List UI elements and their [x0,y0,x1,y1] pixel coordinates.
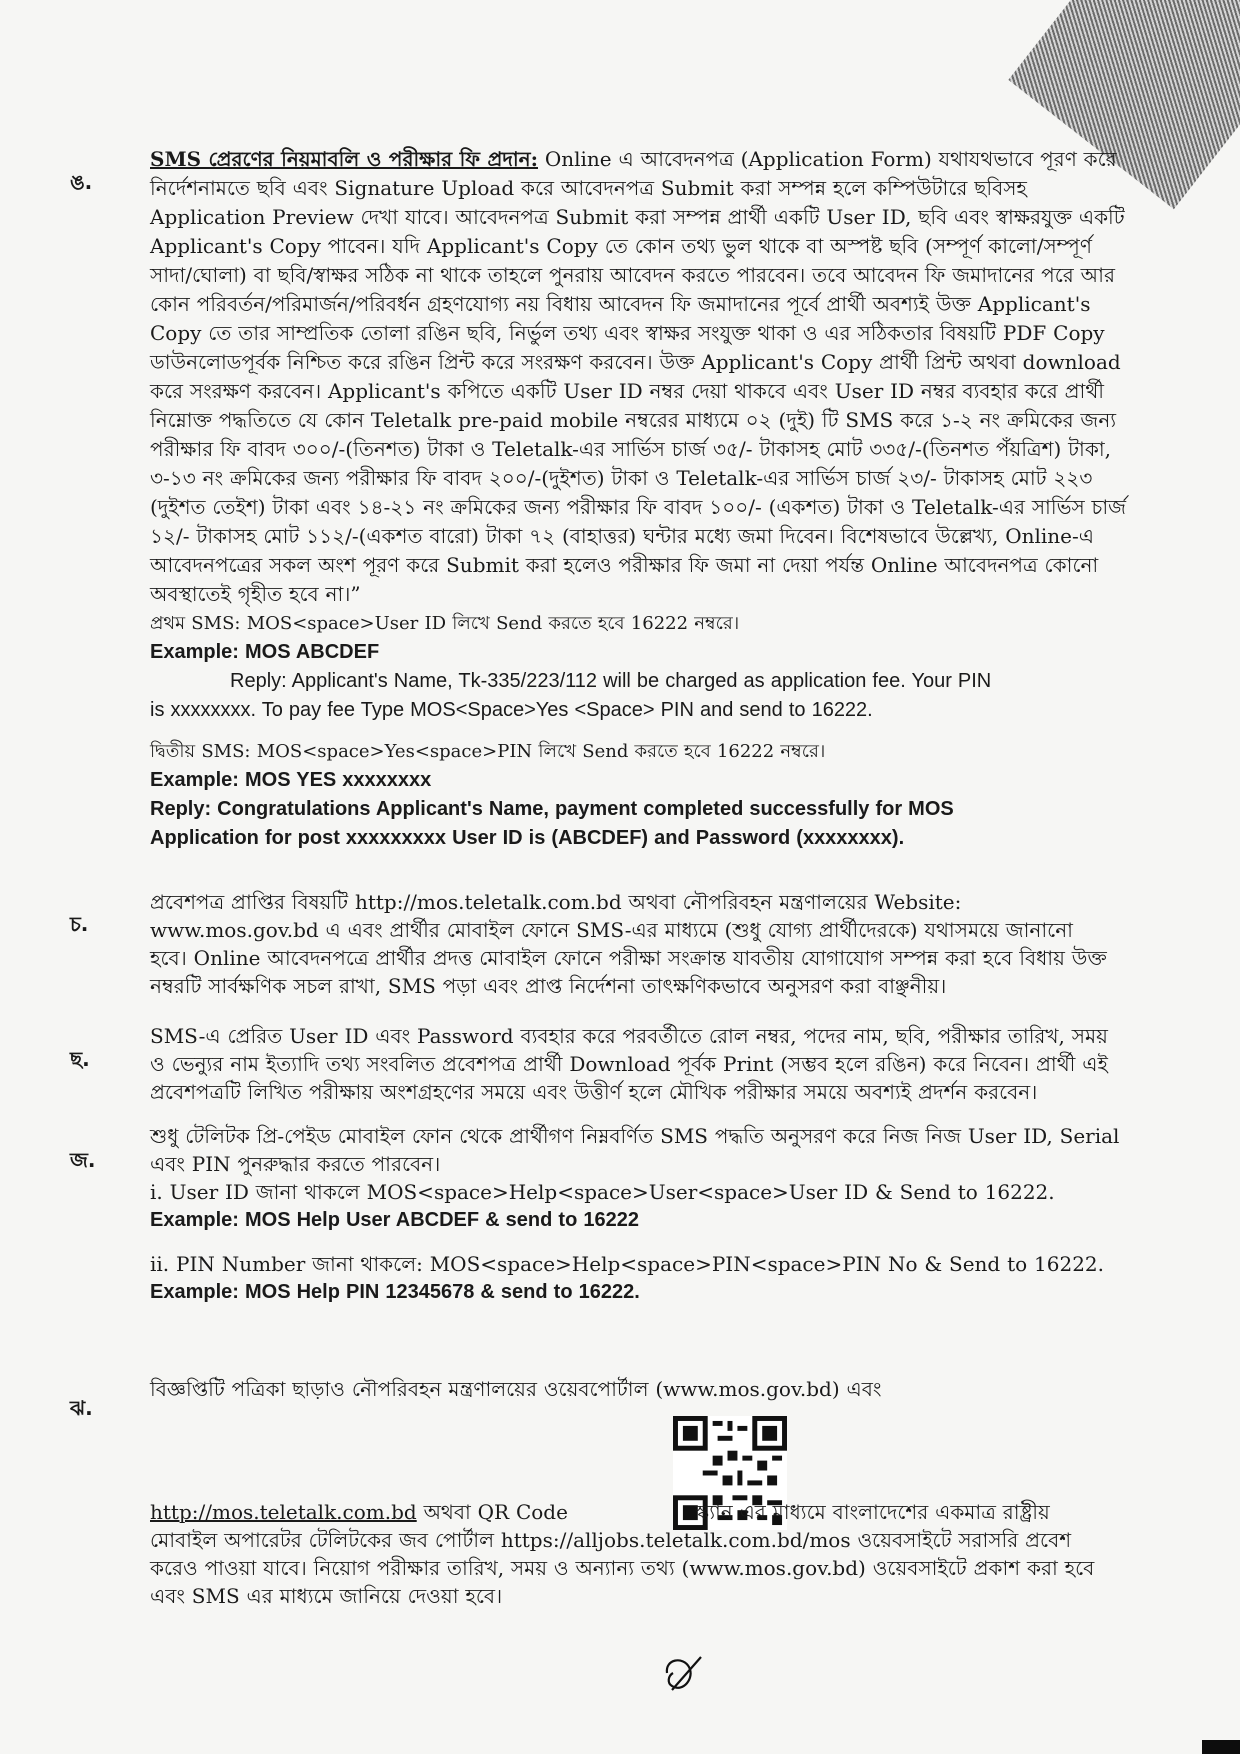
section-paragraph-line-4: সাদা/ঘোলা) বা ছবি/স্বাক্ষর সঠিক না থাকে তাহলে পুনরায় আবেদন করতে পারবেন। তবে আবেদন ফি জমাদানের পরে আর [150,263,1115,287]
section-paragraph-line-13: ১২/- টাকাসহ মোট ১১২/-(একশত বারো) টাকা ৭২ (বাহাত্তর) ঘন্টার মধ্যে জমা দিবেন। বিশেষভাবে উল্লেখ্য, Online-এ [150,524,1094,548]
section-heading-sms-fee: SMS প্রেরণের নিয়মাবলি ও পরীক্ষার ফি প্রদান: [150,147,538,171]
spacer [150,1234,1160,1250]
section-marker-nga: ঙ. [70,170,93,194]
admit-info-line-2: হবে। Online আবেদনপত্রে প্রার্থীর প্রদত্ত মোবাইল ফোনে পরীক্ষা সংক্রান্ত যাবতীয় যোগাযোগ সম্পন্ন করা হবে বিধায় উক্ত [150,946,1107,970]
section-paragraph-line-12: (দুইশত তেইশ) টাকা এবং ১৪-২১ নং ক্রমিকের জন্য পরীক্ষার ফি বাবদ ১০০/- (একশত) টাকা ও Teletalk-এর সার্ভিস চার্জ [150,495,1127,519]
section-download-admit-card [150,1022,1160,1106]
admit-info-line-1: www.mos.gov.bd এ এবং প্রার্থীর মোবাইল ফোনে SMS-এর মাধ্যমে (শুধু যোগ্য প্রার্থীদেরকে) যথাসময়ে জানানো [150,918,1073,942]
page-number-mark [655,1641,715,1699]
download-line-0: SMS-এ প্রেরিত User ID এবং Password ব্যবহার করে পরবর্তীতে রোল নম্বর, পদের নাম, ছবি, পরীক্ষার তারিখ, সময় [150,1024,1108,1048]
portal-line-4: করেও পাওয়া যাবে। নিয়োগ পরীক্ষার তারিখ, সময় ও অন্যান্য তথ্য (www.mos.gov.bd) ওয়েবসাইটে প্রকাশ করা হবে [150,1556,1095,1580]
admit-info-line-3: নম্বরটি সার্বক্ষণিক সচল রাখা, SMS পড়া এবং প্রাপ্ত নির্দেশনা তাৎক্ষণিকভাবে অনুসরণ করা বাঞ্ছনীয়। [150,974,947,998]
recovery-item-1-line: i. User ID জানা থাকলে MOS<space>Help<space>User<space>User ID & Send to 16222. [150,1180,1055,1204]
section-marker-jha: ঝ. [70,1396,93,1420]
section-marker-chha: ছ. [70,1047,90,1071]
sms2-reply-line-0: Reply: Congratulations Applicant's Name, payment completed successfully for MOS [150,798,954,820]
sms2-intro: দ্বিতীয় SMS: MOS<space>Yes<space>PIN লিখে Send করতে হবে 16222 নম্বরে। [150,741,826,762]
section-sms-fee [150,145,1160,853]
sms2-example: Example: MOS YES xxxxxxxx [150,769,432,791]
section-paragraph-line-2: Application Preview দেখা যাবে। আবেদনপত্র Submit করা সম্পন্ন প্রার্থী একটি User ID, ছবি এবং স্বাক্ষরযুক্ত একটি [150,205,1125,229]
recovery-item-2-example: Example: MOS Help PIN 12345678 & send to 16222. [150,1281,640,1303]
sms1-example: Example: MOS ABCDEF [150,641,380,663]
section-paragraph-line-11: ৩-১৩ নং ক্রমিকের জন্য পরীক্ষার ফি বাবদ ২০০/-(দুইশত) টাকা ও Teletalk-এর সার্ভিস চার্জ ২৩/- টাকাসহ মোট ২২৩ [150,466,1093,490]
section-paragraph-line-1: নির্দেশনামতে ছবি এবং Signature Upload করে আবেদনপত্র Submit করা সম্পন্ন হলে কম্পিউটারে ছবিসহ [150,176,1027,200]
section-paragraph-line-8: করে সংরক্ষণ করবেন। Applicant's কপিতে একটি User ID নম্বর দেয়া থাকবে এবং User ID নম্বর ব্যবহার করে প্রার্থী [150,379,1104,403]
recovery-item-1-example: Example: MOS Help User ABCDEF & send to 16222 [150,1209,639,1231]
section-paragraph-line-14: আবেদনপত্রের সকল অংশ পূরণ করে Submit করা হলেও পরীক্ষার ফি জমা না দেয়া পর্যন্ত Online আবেদনপত্র কোনো [150,553,1099,577]
recovery-line-0: শুধু টেলিটক প্রি-পেইড মোবাইল ফোন থেকে প্রার্থীগণ নিম্নবর্ণিত SMS পদ্ধতি অনুসরণ করে নিজ নিজ User ID, Serial [150,1124,1120,1148]
section-paragraph-line-15: অবস্থাতেই গৃহীত হবে না।” [150,582,361,606]
scan-text: স্ক্যান এর মাধ্যমে বাংলাদেশের একমাত্র রাষ্ট্রীয় [687,1500,1050,1524]
portal-line-3: মোবাইল অপারেটর টেলিটকের জব পোর্টাল https://alljobs.teletalk.com.bd/mos ওয়েবসাইটে সরাসরি প্রবেশ [150,1528,1072,1552]
section-marker-cha: চ. [70,912,89,936]
section-web-portal-info-continued [150,1498,1160,1610]
sms1-reply-line-1: is xxxxxxxx. To pay fee Type MOS<Space>Yes <Space> PIN and send to 16222. [150,699,873,721]
section-paragraph-line-6: Copy তে তার সাম্প্রতিক তোলা রঙিন ছবি, নির্ভুল তথ্য এবং স্বাক্ষর সংযুক্ত থাকা ও এর সঠিকতার বিষয়টি PDF Copy [150,321,1105,345]
section-paragraph-line-9: নিম্নোক্ত পদ্ধতিতে যে কোন Teletalk pre-paid mobile নম্বরের মাধ্যমে ০২ (দুই) টি SMS করে ১-২ নং ক্রমিকের জন্য [150,408,1117,432]
admit-info-line-0: প্রবেশপত্র প্রাপ্তির বিষয়টি http://mos.teletalk.com.bd অথবা নৌপরিবহন মন্ত্রণালয়ের Website: [150,890,962,914]
section-paragraph-line-5: কোন পরিবর্তন/পরিমার্জন/পরিবর্ধন গ্রহণযোগ্য নয় বিধায় আবেদন ফি জমাদানের পূর্বে প্রার্থী অবশ্যই উক্ত Applicant's [150,292,1091,316]
sms1-intro: প্রথম SMS: MOS<space>User ID লিখে Send করতে হবে 16222 নম্বরে। [150,613,740,634]
sms2-reply-line-1: Application for post xxxxxxxxx User ID is (ABCDEF) and Password (xxxxxxxx). [150,827,905,849]
sms1-reply-line-0: Reply: Applicant's Name, Tk-335/223/112 will be charged as application fee. Your PIN [230,670,992,692]
spacer [150,725,1160,737]
section-marker-ja: জ. [70,1148,96,1172]
section-paragraph-line-0: Online এ আবেদনপত্র (Application Form) যথাযথভাবে পূরণ করে [538,147,1117,171]
recovery-item-2-line: ii. PIN Number জানা থাকলে: MOS<space>Help<space>PIN<space>PIN No & Send to 16222. [150,1252,1104,1276]
portal-line-5: এবং SMS এর মাধ্যমে জানিয়ে দেওয়া হবে। [150,1584,503,1608]
section-recovery [150,1122,1160,1306]
download-line-2: প্রবেশপত্রটি লিখিত পরীক্ষায় অংশগ্রহণের সময়ে এবং উত্তীর্ণ হলে মৌখিক পরীক্ষার সময়ে অবশ্যই প্রদর্শন করবেন। [150,1080,1038,1104]
section-web-portal-info [150,1375,1160,1403]
download-line-1: ও ভেন্যুর নাম ইত্যাদি তথ্য সংবলিত প্রবেশপত্র প্রার্থী Download পূর্বক Print (সম্ভব হলে রঙিন) করে নিবেন। প্রার্থী এই [150,1052,1108,1076]
recovery-line-1: এবং PIN পুনরুদ্ধার করতে পারবেন। [150,1152,441,1176]
section-admit-card-info [150,888,1160,1000]
section-paragraph-line-3: Applicant's Copy পাবেন। যদি Applicant's Copy তে কোন তথ্য ভুল থাকে বা অস্পষ্ট ছবি (সম্পূর্ণ কালো/সম্পূর্ণ [150,234,1092,258]
portal-line-1: বিজ্ঞপ্তিটি পত্রিকা ছাড়াও নৌপরিবহন মন্ত্রণালয়ের ওয়েবপোর্টাল (www.mos.gov.bd) এবং [150,1377,882,1401]
section-paragraph-line-10: পরীক্ষার ফি বাবদ ৩০০/-(তিনশত) টাকা ও Teletalk-এর সার্ভিস চার্জ ৩৫/- টাকাসহ মোট ৩৩৫/-(তিনশত পঁয়ত্রিশ) টাকা, [150,437,1111,461]
section-paragraph-line-7: ডাউনলোডপূর্বক নিশ্চিত করে রঙিন প্রিন্ট করে সংরক্ষণ করবেন। উক্ত Applicant's Copy প্রার্থী প্রিন্ট অথবা download [150,350,1121,374]
scan-edge-shadow [1202,1740,1240,1754]
qr-code-text: অথবা QR Code [416,1500,568,1524]
teletalk-link[interactable]: http://mos.teletalk.com.bd [150,1500,417,1524]
